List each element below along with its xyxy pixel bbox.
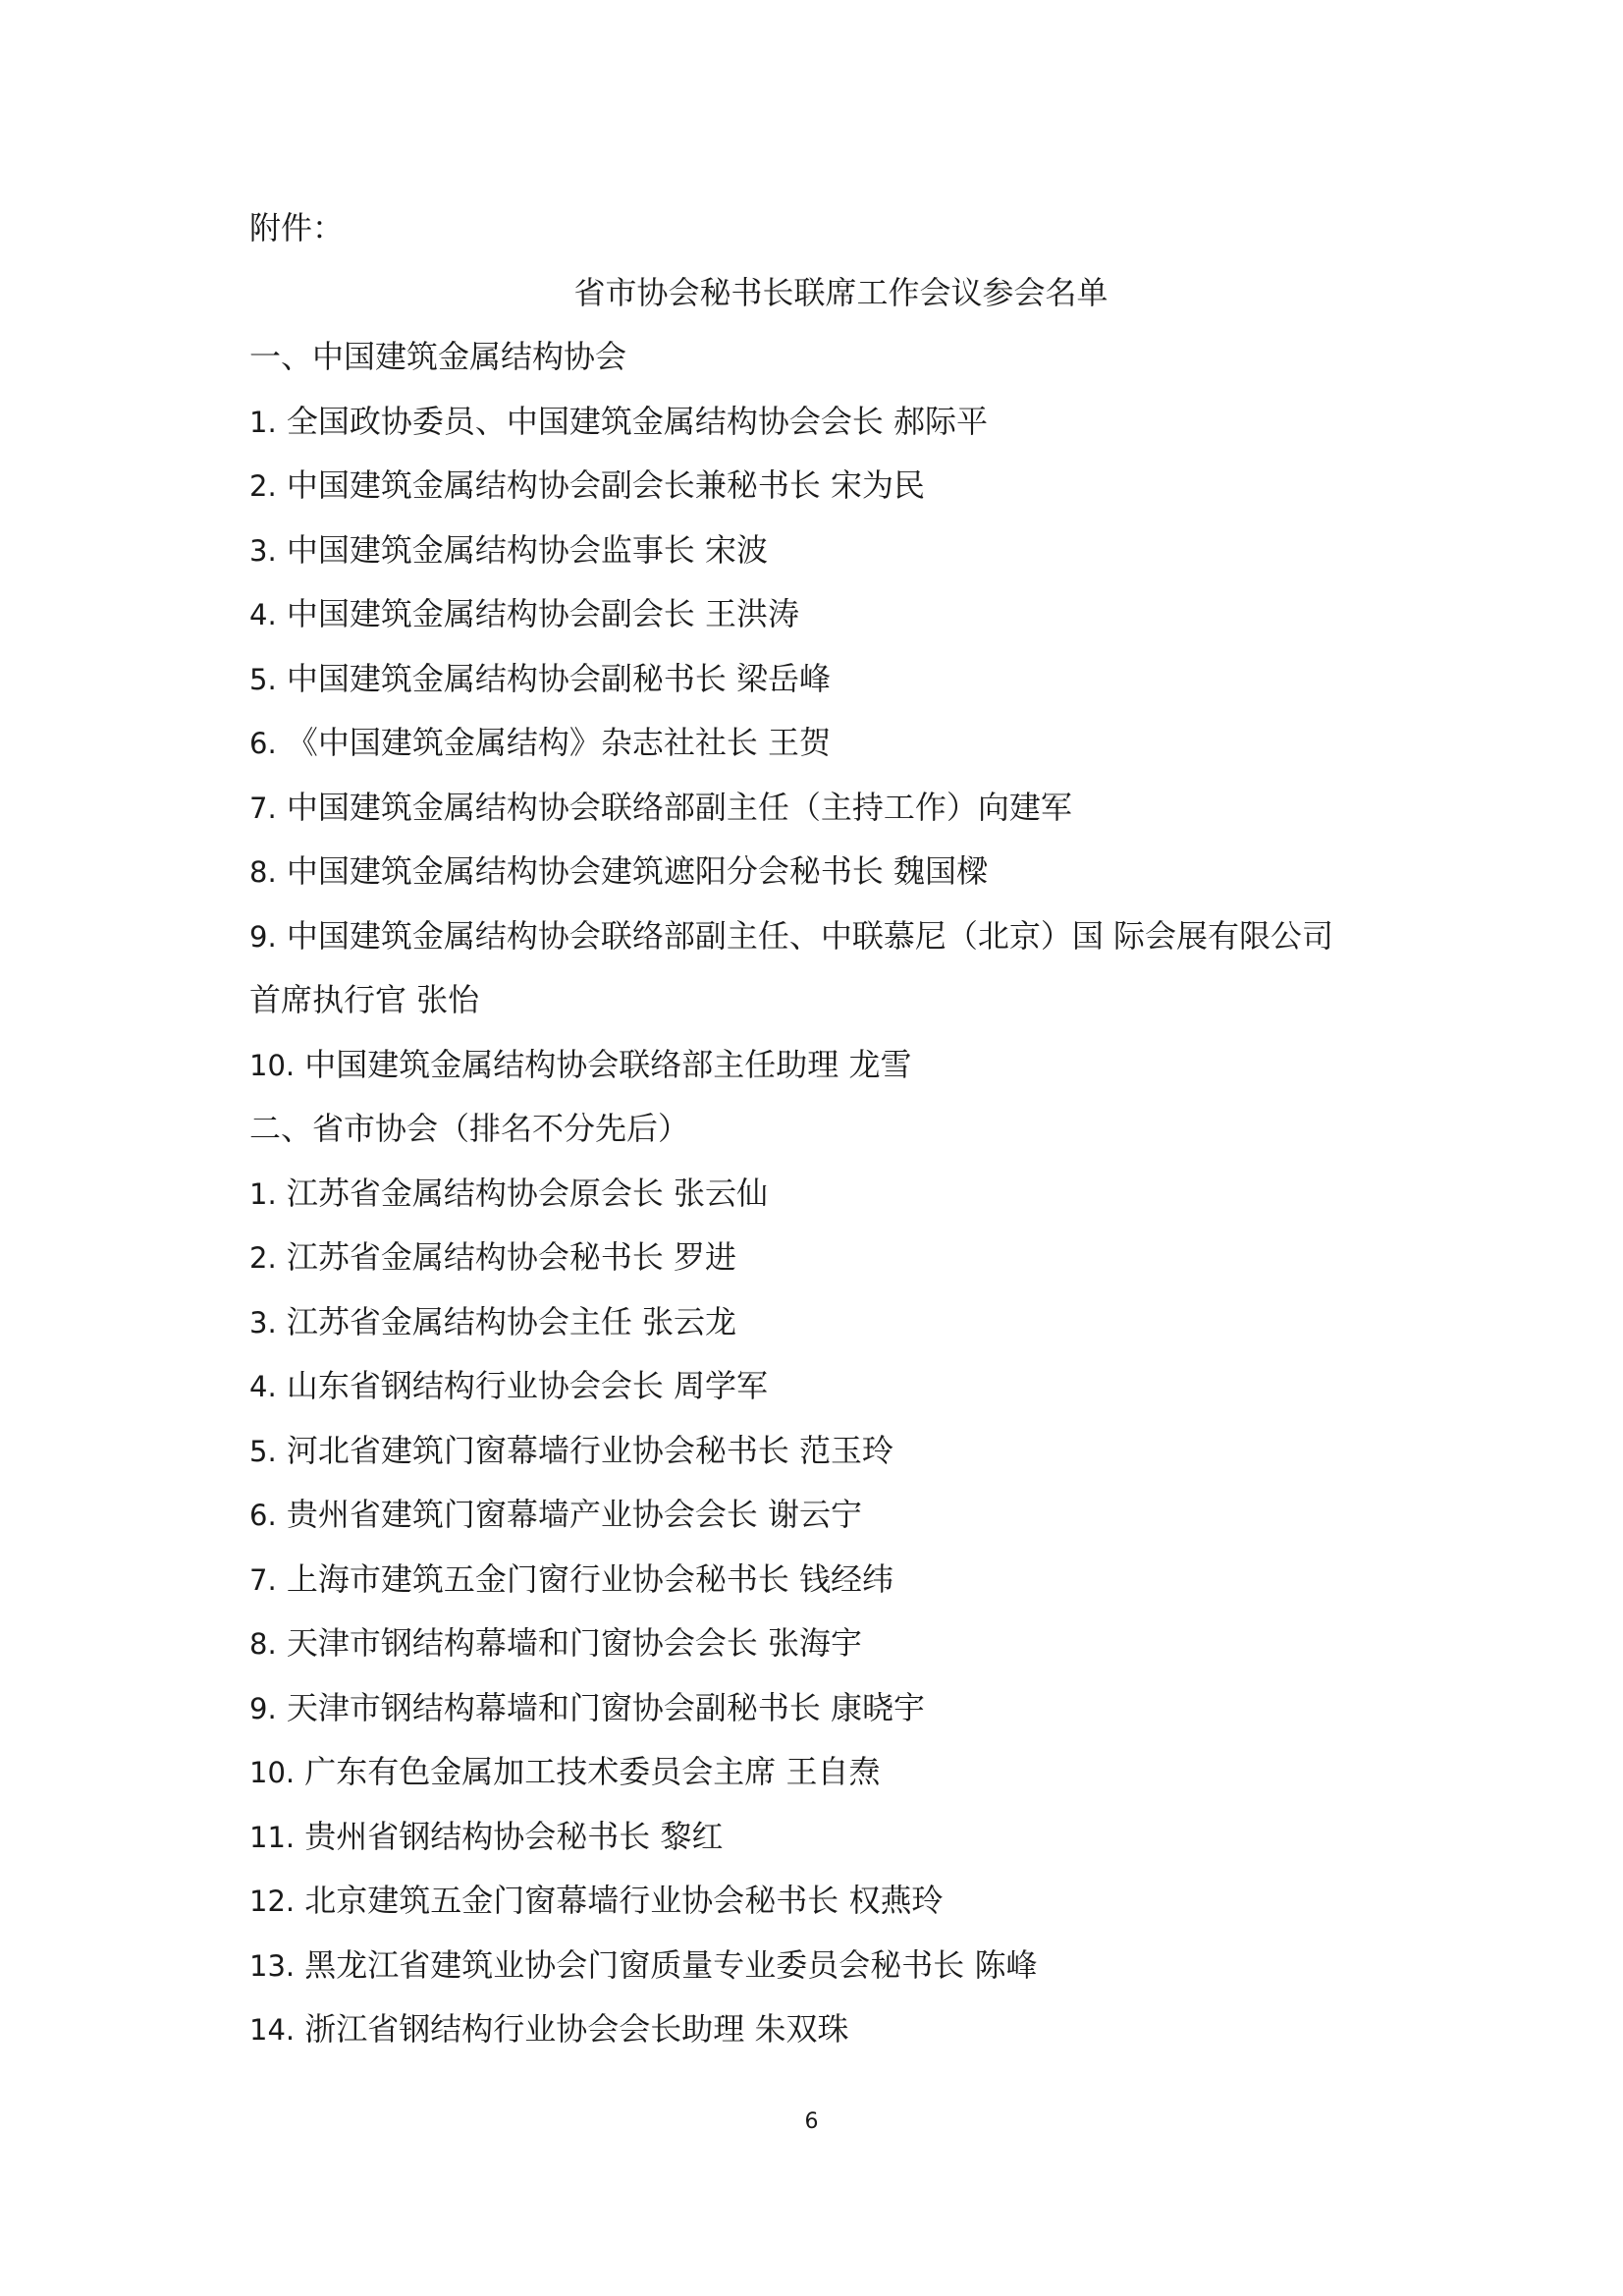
item-text: 贵州省钢结构协会秘书长 黎红: [304, 1818, 724, 1855]
item-number: 9.: [249, 920, 277, 954]
section-2-item: [249, 1688, 1387, 1728]
section-2-heading: 二、省市协会（排名不分先后）: [249, 1110, 690, 1147]
item-number: 4.: [249, 598, 277, 631]
item-number: 10.: [249, 1049, 296, 1082]
section-1-item: [249, 465, 1387, 506]
item-text: 全国政协委员、中国建筑金属结构协会会长 郝际平: [286, 403, 989, 440]
section-2-item: [249, 1366, 1387, 1406]
item-number: 8.: [249, 1627, 277, 1661]
section-2-item: [249, 1495, 1387, 1535]
section-1-item: [249, 530, 1387, 571]
item-text: 江苏省金属结构协会秘书长 罗进: [286, 1238, 737, 1276]
section-2-item: [249, 1623, 1387, 1664]
item-number: 6.: [249, 1499, 277, 1532]
section-1-item: [249, 788, 1387, 828]
item-text: 天津市钢结构幕墙和门窗协会会长 张海宇: [286, 1624, 863, 1662]
item-text: 中国建筑金属结构协会建筑遮阳分会秘书长 魏国樑: [286, 852, 989, 890]
item-number: 5.: [249, 1435, 277, 1468]
item-number: 11.: [249, 1821, 296, 1854]
item-text: 浙江省钢结构行业协会会长助理 朱双珠: [304, 2010, 849, 2048]
item-text: 江苏省金属结构协会主任 张云龙: [286, 1303, 737, 1340]
section-1-item: [249, 659, 1387, 699]
section-1-item: [249, 1045, 1387, 1085]
item-text: 贵州省建筑门窗幕墙产业协会会长 谢云宁: [286, 1496, 863, 1533]
section-1-item: [249, 851, 1387, 892]
section-1-item: [249, 916, 1387, 957]
item-number: 7.: [249, 1563, 277, 1597]
section-1-heading: 一、中国建筑金属结构协会: [249, 338, 627, 375]
item-number: 6.: [249, 727, 277, 760]
section-2-item: [249, 1559, 1387, 1600]
item-number: 4.: [249, 1370, 277, 1403]
item-text: 广东有色金属加工技术委员会主席 王自焘: [304, 1753, 881, 1790]
section-1-item-continuation: 首席执行官 张怡: [249, 981, 480, 1018]
section-1-item: [249, 723, 1387, 763]
item-number: 7.: [249, 792, 277, 825]
item-number: 9.: [249, 1692, 277, 1725]
item-text: 中国建筑金属结构协会副会长 王洪涛: [286, 595, 800, 632]
item-text: 中国建筑金属结构协会联络部副主任、中联慕尼（北京）国 际会展有限公司: [286, 917, 1334, 955]
item-number: 5.: [249, 663, 277, 696]
item-text: 江苏省金属结构协会原会长 张云仙: [286, 1175, 769, 1212]
item-number: 3.: [249, 534, 277, 568]
section-2-item: [249, 1817, 1387, 1857]
attachment-label: 附件：: [249, 209, 345, 246]
item-number: 12.: [249, 1885, 296, 1918]
item-text: 中国建筑金属结构协会副秘书长 梁岳峰: [286, 660, 832, 697]
item-number: 2.: [249, 1241, 277, 1275]
section-2-item: [249, 1752, 1387, 1792]
item-number: 1.: [249, 406, 277, 439]
section-2-item: [249, 1174, 1387, 1214]
section-2-item: [249, 1431, 1387, 1471]
item-number: 3.: [249, 1306, 277, 1339]
item-text: 上海市建筑五金门窗行业协会秘书长 钱经纬: [286, 1560, 894, 1598]
item-text: 《中国建筑金属结构》杂志社社长 王贺: [286, 724, 832, 761]
item-text: 中国建筑金属结构协会联络部副主任（主持工作）向建军: [286, 789, 1072, 826]
item-text: 中国建筑金属结构协会联络部主任助理 龙雪: [304, 1046, 912, 1083]
item-text: 山东省钢结构行业协会会长 周学军: [286, 1367, 769, 1404]
page-number: 6: [804, 2109, 819, 2134]
item-number: 10.: [249, 1756, 296, 1789]
section-1-item: [249, 402, 1387, 442]
item-text: 天津市钢结构幕墙和门窗协会副秘书长 康晓宇: [286, 1689, 926, 1726]
item-number: 8.: [249, 855, 277, 889]
section-2-item: [249, 1881, 1387, 1921]
item-text: 中国建筑金属结构协会副会长兼秘书长 宋为民: [286, 466, 926, 504]
section-2-item: [249, 2009, 1387, 2050]
item-number: 2.: [249, 469, 277, 503]
item-text: 河北省建筑门窗幕墙行业协会秘书长 范玉玲: [286, 1432, 894, 1469]
item-text: 中国建筑金属结构协会监事长 宋波: [286, 531, 769, 569]
item-number: 14.: [249, 2013, 296, 2047]
document-title: 省市协会秘书长联席工作会议参会名单: [573, 274, 1109, 311]
section-1-item: [249, 594, 1387, 634]
section-2-item: [249, 1945, 1387, 1986]
section-2-item: [249, 1237, 1387, 1278]
item-number: 1.: [249, 1177, 277, 1211]
item-text: 北京建筑五金门窗幕墙行业协会秘书长 权燕玲: [304, 1882, 944, 1919]
item-text: 黑龙江省建筑业协会门窗质量专业委员会秘书长 陈峰: [304, 1946, 1038, 1984]
item-number: 13.: [249, 1949, 296, 1983]
section-2-item: [249, 1302, 1387, 1342]
